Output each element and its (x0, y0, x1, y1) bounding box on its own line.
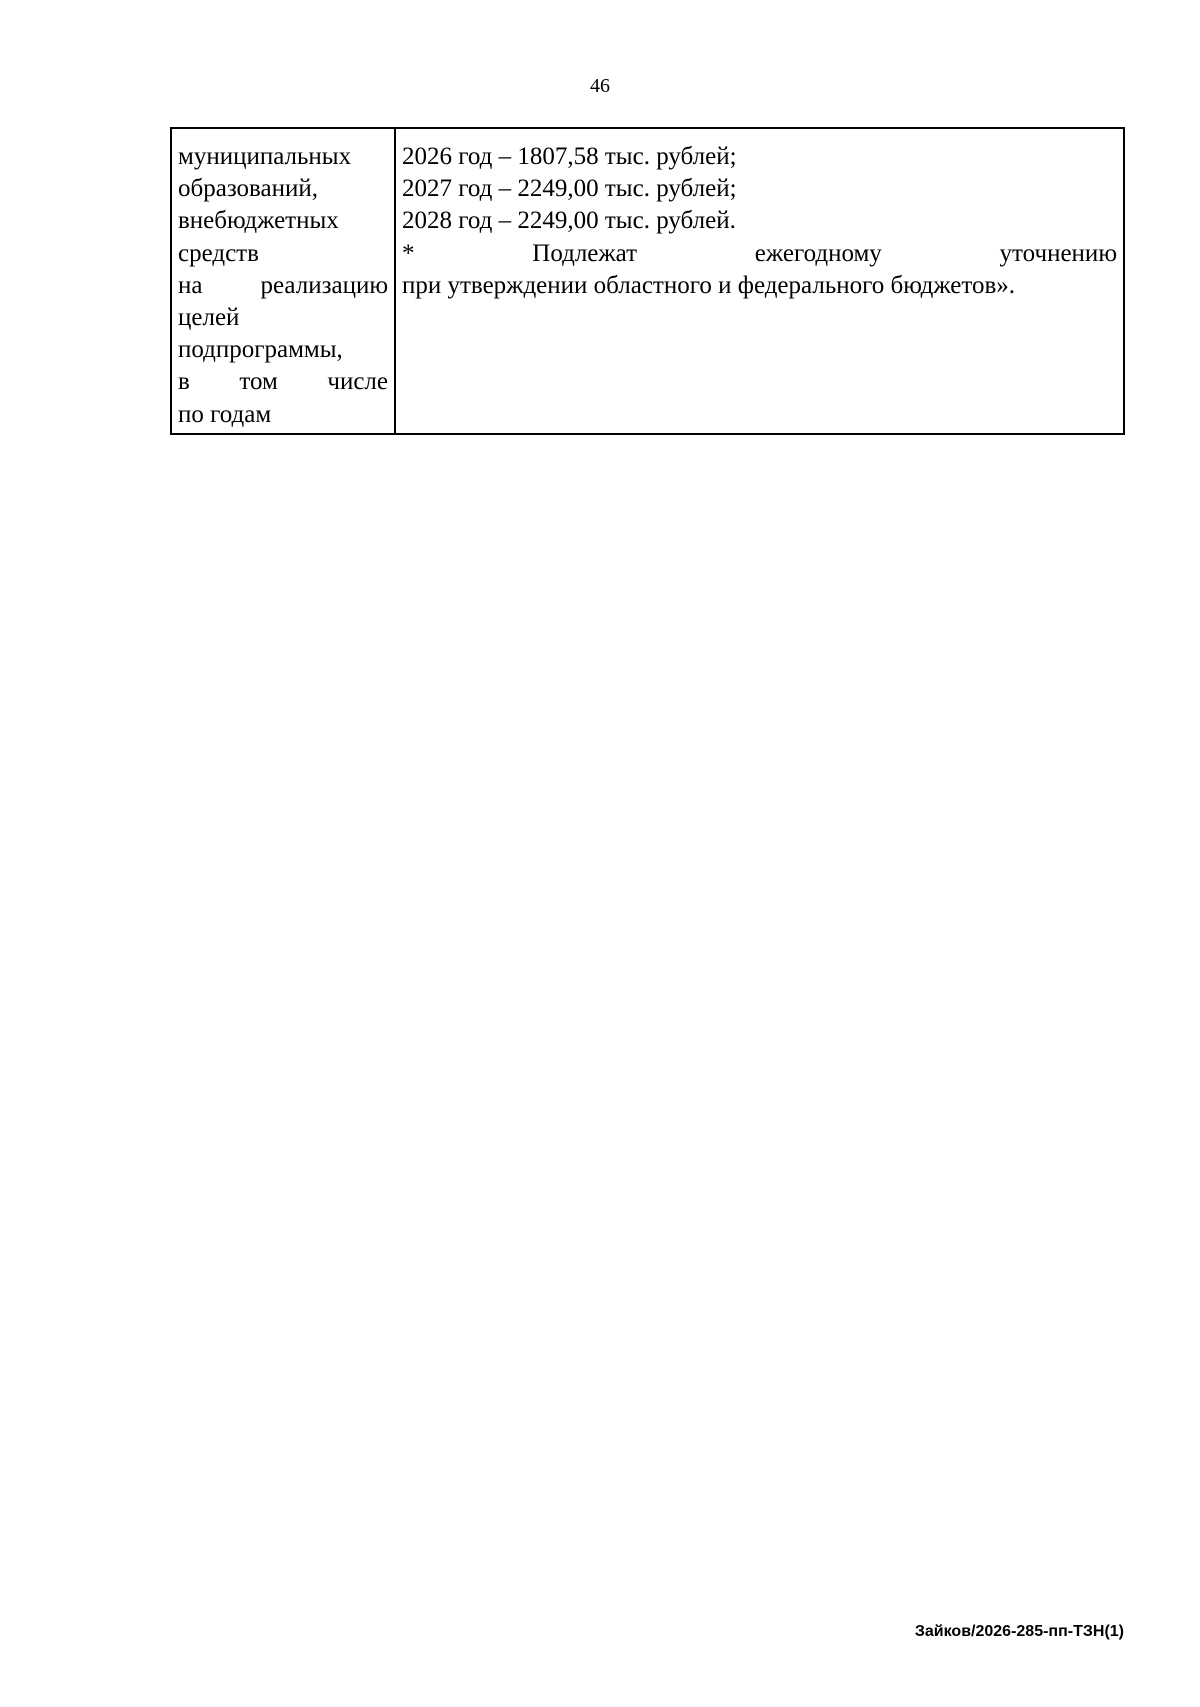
funding-source-line: средств (178, 239, 259, 267)
funding-source-line: целей (178, 304, 240, 332)
funding-source-cell (171, 128, 395, 434)
funding-source-line: на реализацию (178, 271, 388, 299)
funding-amounts-cell (395, 128, 1124, 434)
year-amount-line: 2026 год – 1807,58 тыс. рублей; (402, 143, 737, 170)
funding-source-line: муниципальных (178, 143, 352, 170)
document-code: Зайков/2026-285-пп-ТЗН(1) (914, 1623, 1124, 1640)
funding-table (170, 127, 1125, 435)
funding-source-line: образований, (178, 175, 319, 203)
year-amount-line: 2027 год – 2249,00 тыс. рублей; (402, 175, 737, 203)
funding-source-line: подпрограммы, (178, 336, 343, 364)
year-amount-line: 2028 год – 2249,00 тыс. рублей. (402, 207, 736, 235)
table-row (171, 128, 1124, 434)
footnote-line: * Подлежат ежегодному уточнению (402, 239, 1117, 267)
funding-source-line: в том числе (178, 368, 388, 396)
funding-source-line: внебюджетных (178, 207, 339, 235)
funding-source-line: по годам (178, 400, 272, 428)
page-number: 46 (590, 75, 610, 97)
footnote-line: при утверждении областного и федерального бюджетов». (402, 271, 1016, 299)
